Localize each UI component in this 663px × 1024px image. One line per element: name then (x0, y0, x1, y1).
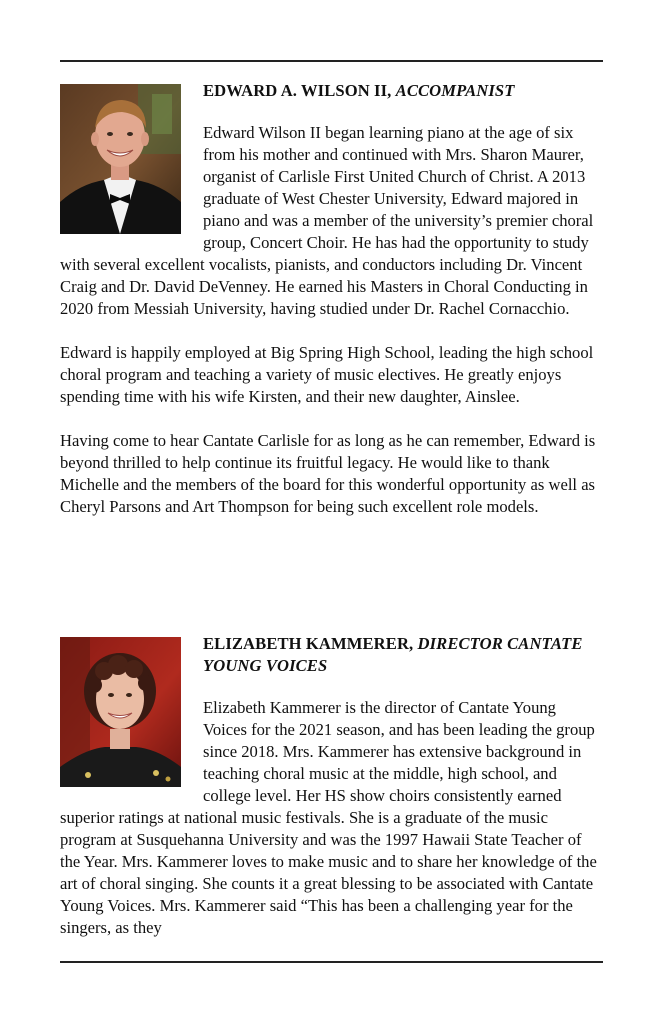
bio-edward-wilson (60, 80, 603, 518)
bio-paragraph: Edward Wilson II began learning piano at the age of six from his mother and continued with Mrs. Sharon Maurer, organist of Carlisle First United Church of Christ. A 2013 graduate of West Chester University, Edward majored in piano and was a member of the university’s premier choral group, Concert Choir. He has had the opportunity to study with several excellent vocalists, pianists, and conductors including Dr. Vincent Craig and Dr. David DeVenney. He earned his Masters in Choral Conducting in 2020 from Messiah University, having studied under Dr. Rachel Cornacchio. (60, 123, 594, 318)
bio-name: ELIZABETH KAMMERER, (203, 634, 414, 653)
bio-paragraph: Elizabeth Kammerer is the director of Cantate Young Voices for the 2021 season, and has been leading the group since 2018. Mrs. Kammerer has extensive background in teaching choral music at the middle, high school, and college level. Her HS show choirs consistently earned superior ratings at national music festivals. She is a graduate of the music program at Susquehanna University and was the 1997 Hawaii State Teacher of the Year. Mrs. Kammerer loves to make music and to share her knowledge of the art of choral singing. She counts it a great blessing to be associated with Cantate Young Voices. Mrs. Kammerer said “This has been a challenging year for the singers, as they (60, 698, 597, 937)
bio-elizabeth-kammerer (60, 633, 603, 939)
bottom-rule (60, 961, 603, 963)
top-rule (60, 60, 603, 62)
elizabeth-kammerer-photo (60, 637, 181, 787)
bio-name: EDWARD A. WILSON II, (203, 81, 392, 100)
bio-paragraph: Edward is happily employed at Big Spring High School, leading the high school choral program and teaching a variety of music electives. He greatly enjoys spending time with his wife Kirsten, and their new daughter, Ainslee. (60, 343, 594, 406)
bio-role: DIRECTOR CANTATE YOUNG VOICES (203, 634, 583, 675)
bio-paragraph: Having come to hear Cantate Carlisle for as long as he can remember, Edward is beyond thrilled to help continue its fruitful legacy. He would like to thank Michelle and the members of the board for this wonderful opportunity as well as Cheryl Parsons and Art Thompson for being such excellent role models. (60, 431, 596, 516)
bio-role: ACCOMPANIST (395, 81, 515, 100)
edward-wilson-photo (60, 84, 181, 234)
